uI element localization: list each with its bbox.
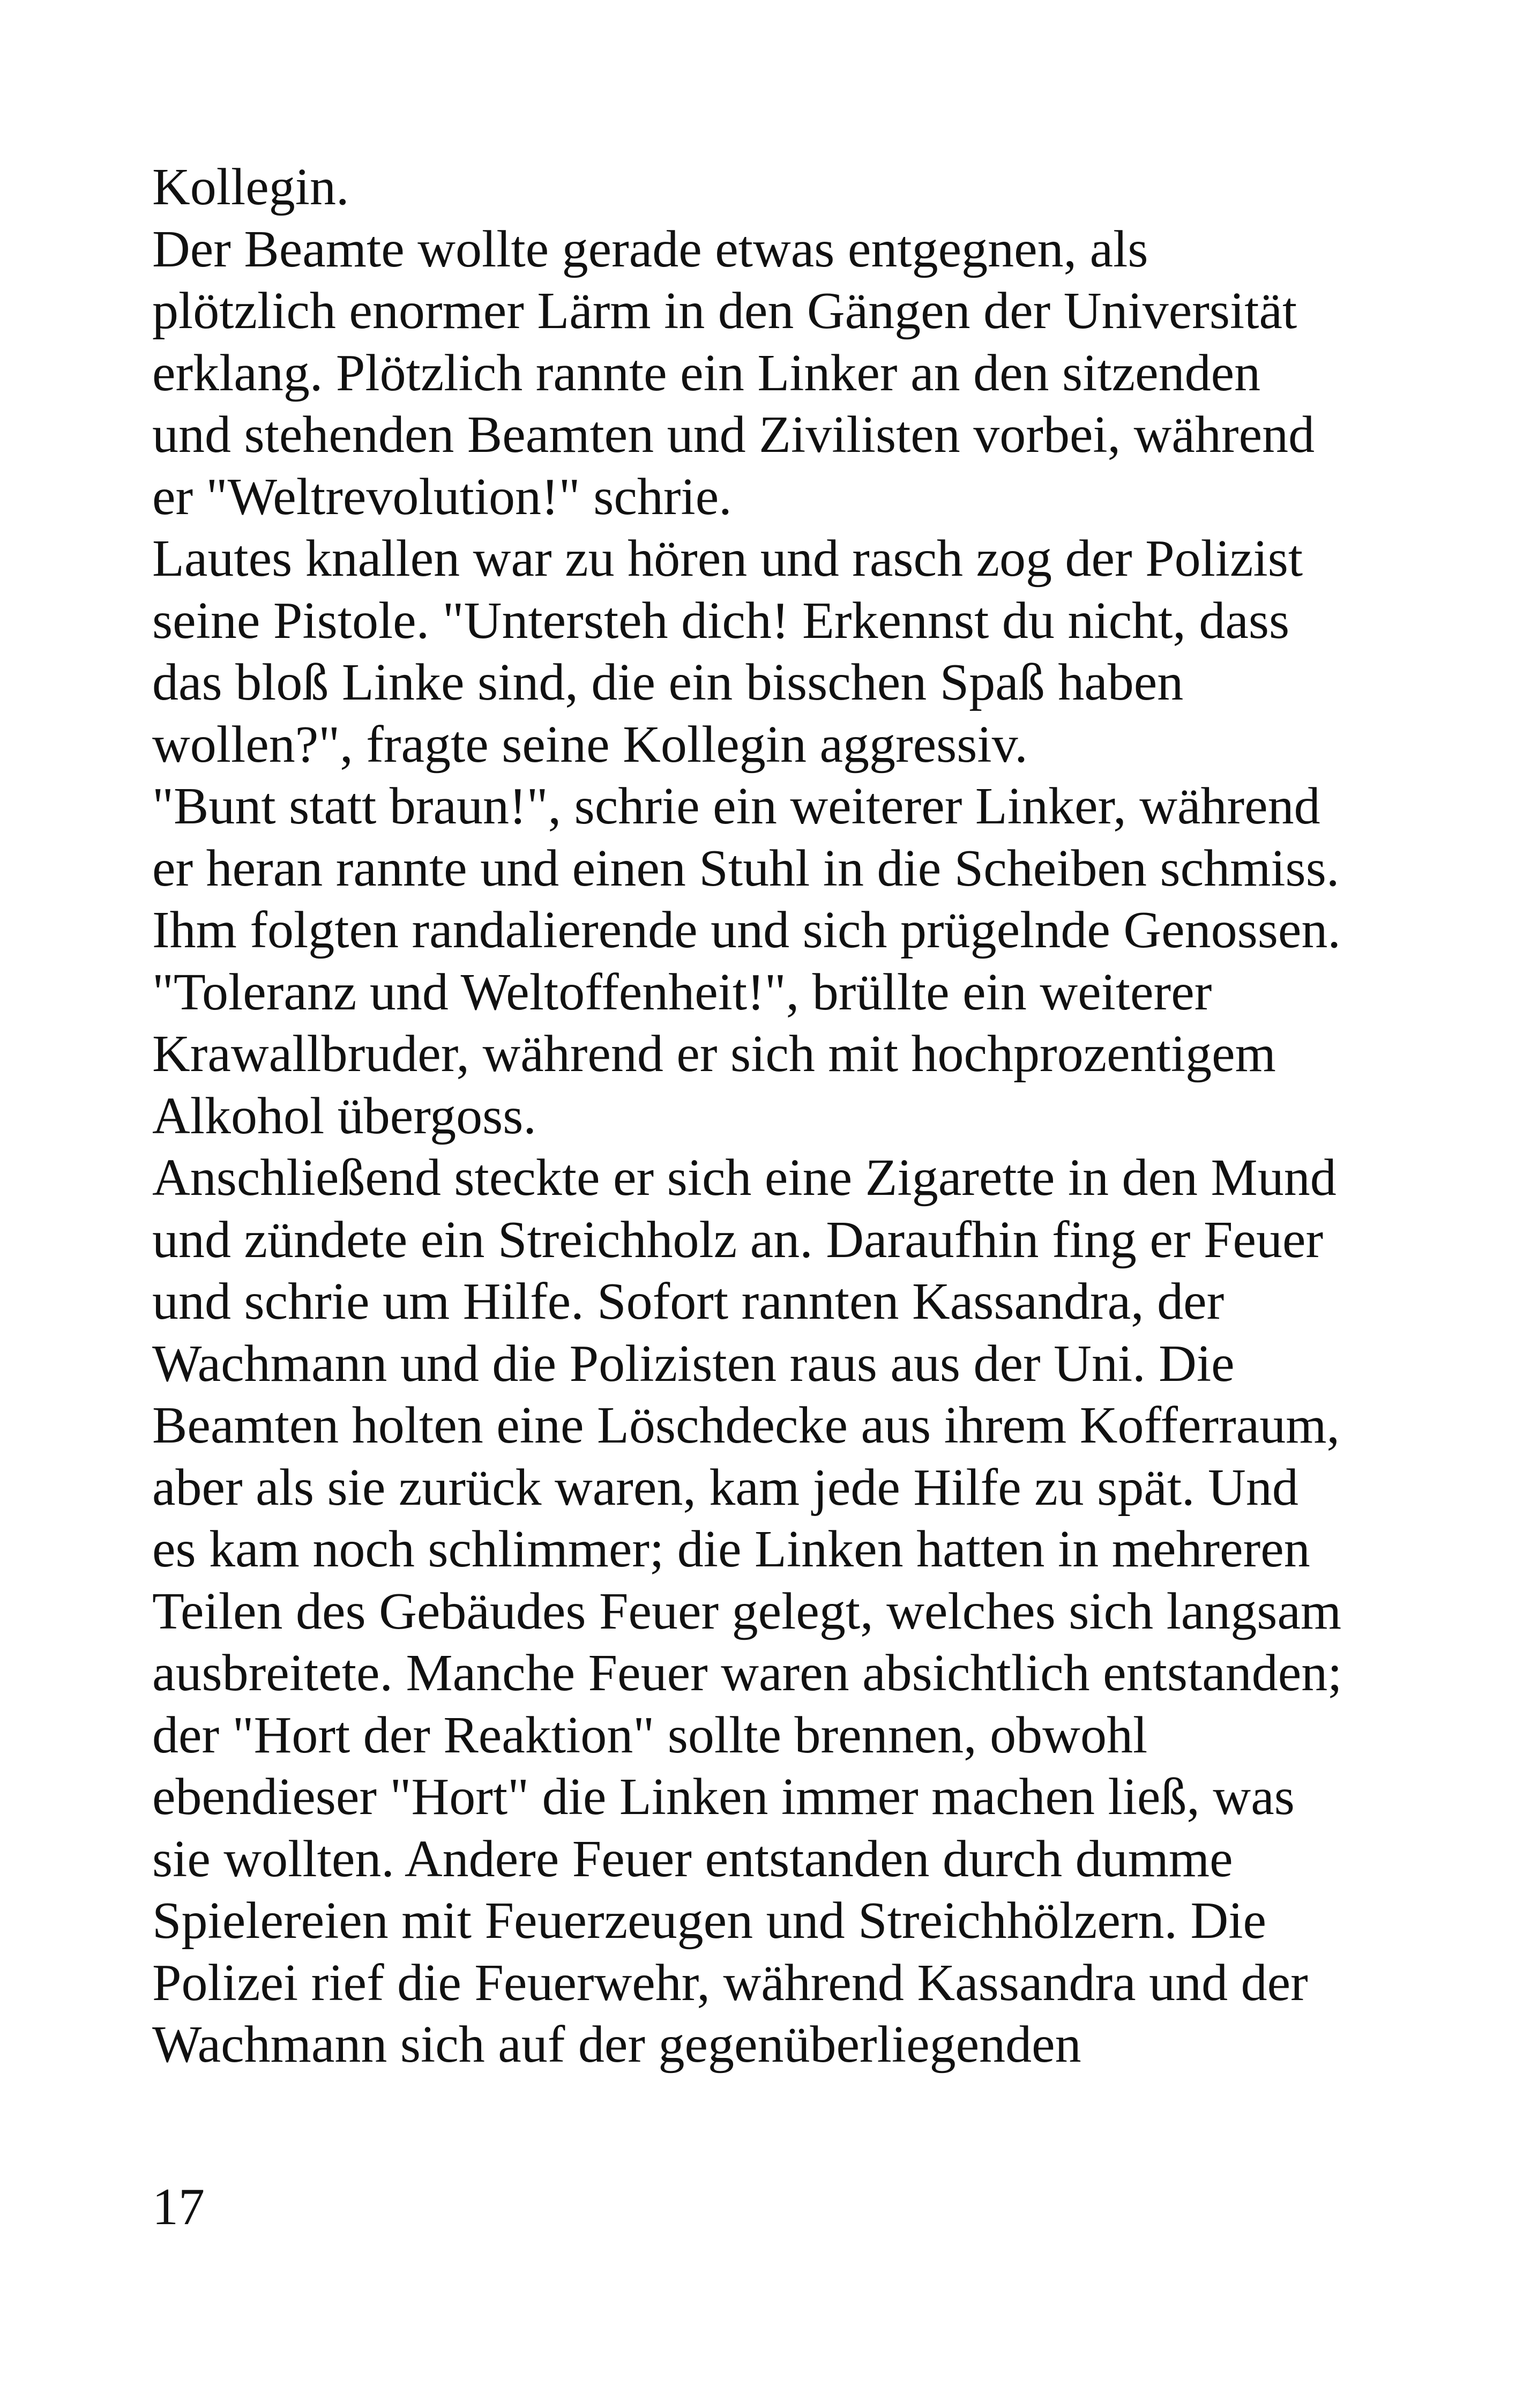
text-line: Ihm folgten randalierende und sich prügelnde Genossen.	[152, 901, 1341, 959]
page-number: 17	[152, 2178, 205, 2236]
text-line: ebendieser "Hort" die Linken immer machen ließ, was	[152, 1768, 1295, 1826]
text-line: der "Hort der Reaktion" sollte brennen, obwohl	[152, 1706, 1148, 1764]
text-line: "Bunt statt braun!", schrie ein weiterer Linker, während	[152, 777, 1320, 835]
text-line: und zündete ein Streichholz an. Daraufhin fing er Feuer	[152, 1210, 1324, 1269]
text-line: wollen?", fragte seine Kollegin aggressiv.	[152, 715, 1028, 774]
text-line: seine Pistole. "Untersteh dich! Erkennst du nicht, dass	[152, 591, 1290, 650]
body-text	[152, 157, 1401, 2076]
text-line: er heran rannte und einen Stuhl in die Scheiben schmiss.	[152, 839, 1340, 897]
text-line: Der Beamte wollte gerade etwas entgegnen, als	[152, 220, 1148, 278]
text-line: Wachmann und die Polizisten raus aus der Uni. Die	[152, 1334, 1235, 1393]
text-line: erklang. Plötzlich rannte ein Linker an den sitzenden	[152, 344, 1261, 402]
text-line: Teilen des Gebäudes Feuer gelegt, welches sich langsam	[152, 1582, 1342, 1640]
text-line: Krawallbruder, während er sich mit hochprozentigem	[152, 1025, 1276, 1083]
text-line: sie wollten. Andere Feuer entstanden durch dumme	[152, 1830, 1233, 1888]
text-line: es kam noch schlimmer; die Linken hatten in mehreren	[152, 1520, 1310, 1578]
text-line: Wachmann sich auf der gegenüberliegenden	[152, 2016, 1081, 2073]
text-line: ausbreitete. Manche Feuer waren absichtlich entstanden;	[152, 1644, 1342, 1702]
text-line: aber als sie zurück waren, kam jede Hilfe zu spät. Und	[152, 1458, 1298, 1517]
text-line: Lautes knallen war zu hören und rasch zog der Polizist	[152, 530, 1303, 588]
text-line: Polizei rief die Feuerwehr, während Kassandra und der	[152, 1953, 1308, 2012]
text-line: plötzlich enormer Lärm in den Gängen der Universität	[152, 282, 1297, 340]
text-line: und stehenden Beamten und Zivilisten vorbei, während	[152, 406, 1315, 464]
text-line: und schrie um Hilfe. Sofort rannten Kassandra, der	[152, 1273, 1225, 1331]
text-line: er "Weltrevolution!" schrie.	[152, 467, 732, 526]
text-line: Alkohol übergoss.	[152, 1087, 536, 1145]
text-line: Spielereien mit Feuerzeugen und Streichhölzern. Die	[152, 1892, 1267, 1950]
text-line: Anschließend steckte er sich eine Zigarette in den Mund	[152, 1149, 1337, 1207]
text-line: "Toleranz und Weltoffenheit!", brüllte ein weiterer	[152, 963, 1212, 1021]
text-line: Kollegin.	[152, 158, 349, 216]
text-line: Beamten holten eine Löschdecke aus ihrem Kofferraum,	[152, 1396, 1340, 1454]
text-line: das bloß Linke sind, die ein bisschen Spaß haben	[152, 653, 1184, 711]
